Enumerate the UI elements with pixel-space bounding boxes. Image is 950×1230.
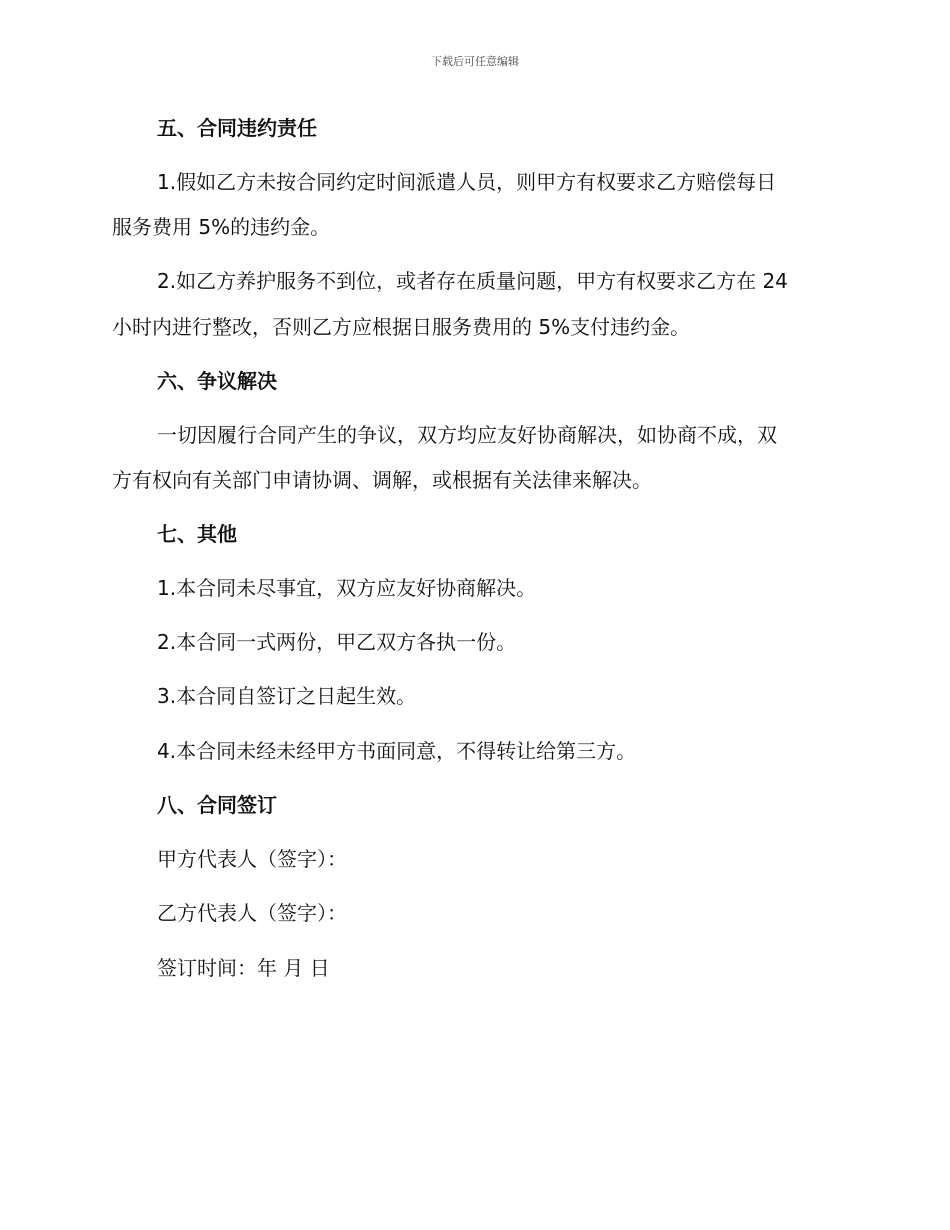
party-a-signature-label: 甲方代表人（签字）： [157,847,347,871]
clause-5-2-line-1: 2.如乙方养护服务不到位，或者存在质量问题，甲方有权要求乙方在 24 [157,269,788,293]
clause-6-line-1: 一切因履行合同产生的争议，双方均应友好协商解决，如协商不成，双 [157,423,777,447]
clause-7-1: 1.本合同未尽事宜，双方应友好协商解决。 [157,576,537,600]
section-5-heading: 五、合同违约责任 [157,116,317,140]
section-7-heading: 七、其他 [157,522,237,546]
clause-5-1-line-2: 服务费用 5%的违约金。 [112,215,331,239]
section-8-heading: 八、合同签订 [157,793,277,817]
party-b-signature-label: 乙方代表人（签字）： [157,901,347,925]
clause-6-line-2: 方有权向有关部门申请协调、调解，或根据有关法律来解决。 [112,468,652,492]
section-6-heading: 六、争议解决 [157,369,277,393]
signing-date-label: 签订时间：年 月 日 [157,956,330,980]
clause-7-2: 2.本合同一式两份，甲乙双方各执一份。 [157,630,517,654]
clause-5-1-line-1: 1.假如乙方未按合同约定时间派遣人员，则甲方有权要求乙方赔偿每日 [157,170,777,194]
clause-7-4: 4.本合同未经未经甲方书面同意，不得转让给第三方。 [157,739,637,763]
header-note: 下载后可任意编辑 [431,55,519,68]
clause-5-2-line-2: 小时内进行整改，否则乙方应根据日服务费用的 5%支付违约金。 [112,315,691,339]
clause-7-3: 3.本合同自签订之日起生效。 [157,684,417,708]
